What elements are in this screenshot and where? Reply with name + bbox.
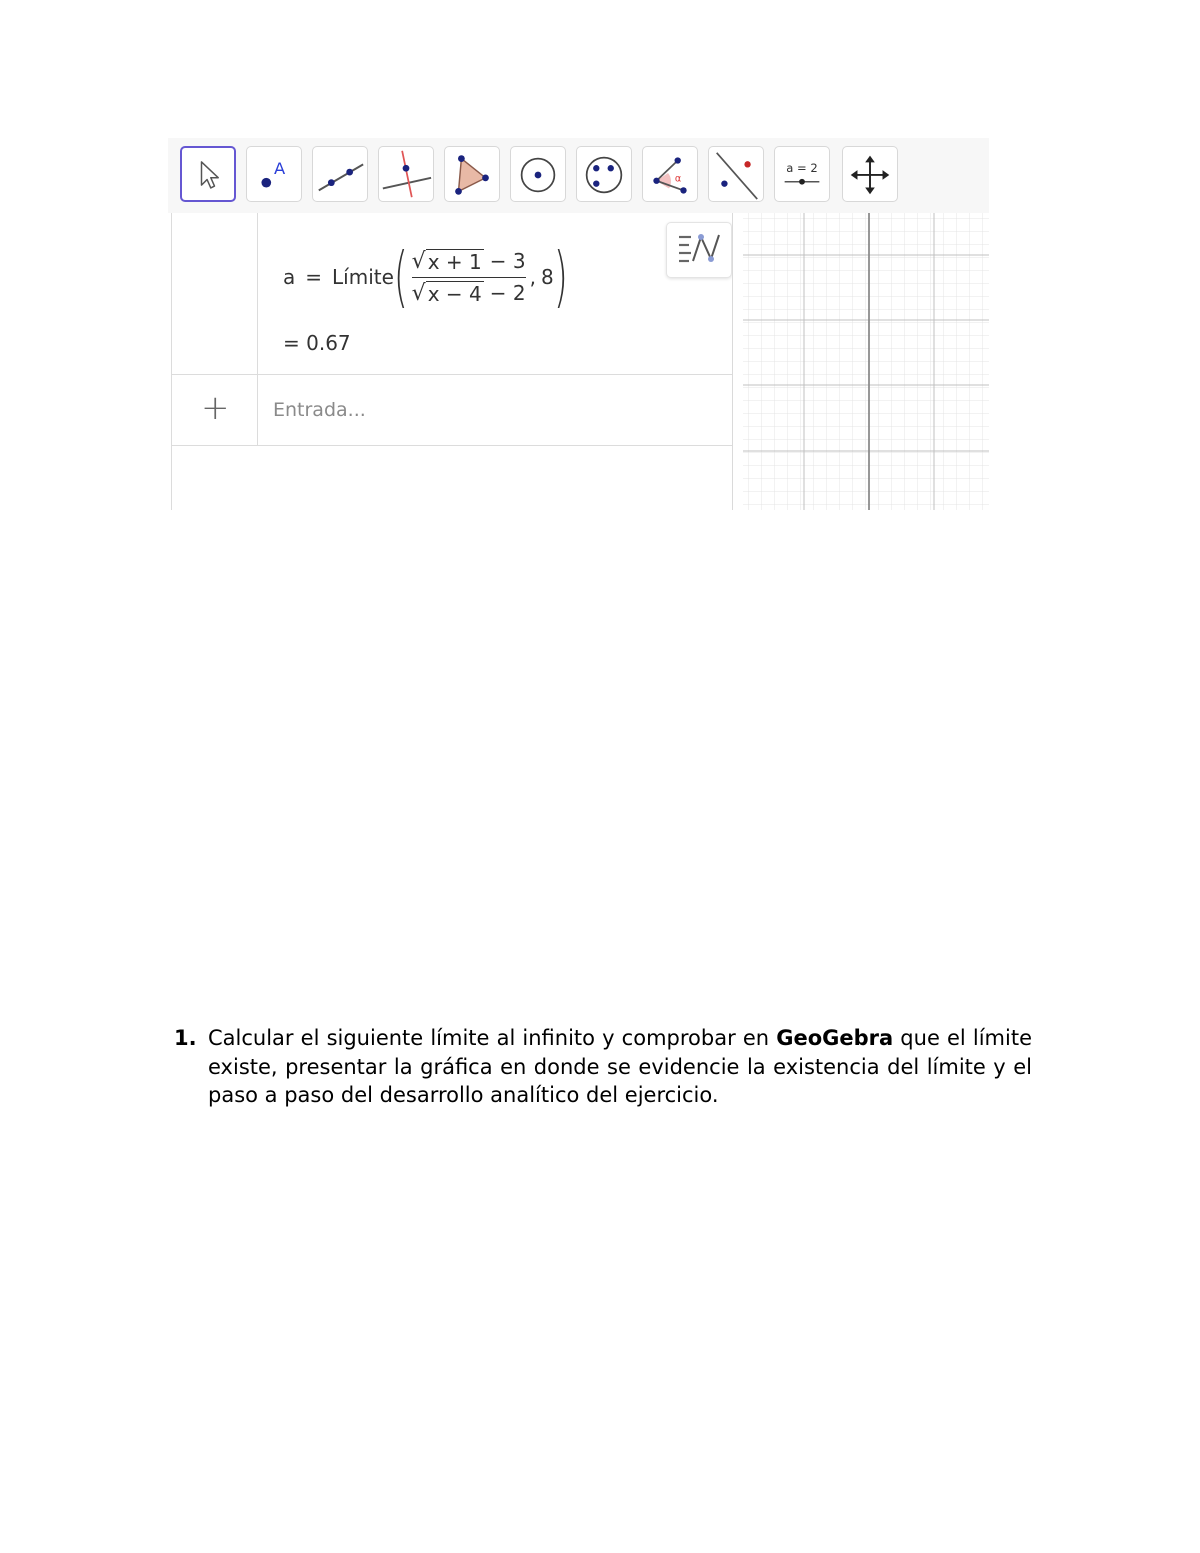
- line-tool-button[interactable]: [312, 146, 368, 202]
- exercise-item: [174, 1024, 1032, 1110]
- row-marker[interactable]: [171, 213, 258, 374]
- move-graphics-tool-button[interactable]: [842, 146, 898, 202]
- denominator-rest: − 2: [489, 281, 526, 305]
- circle-through-three-points-icon: [577, 147, 631, 201]
- angle-label: α: [674, 173, 682, 185]
- polygon-tool-button[interactable]: [444, 146, 500, 202]
- exercise-number: 1.: [174, 1026, 197, 1050]
- plus-icon[interactable]: +: [201, 388, 230, 428]
- limit-point: 8: [540, 265, 554, 289]
- fraction: [412, 249, 526, 306]
- point-label: A: [274, 159, 286, 178]
- circle-center-tool-button[interactable]: [510, 146, 566, 202]
- numerator: [412, 249, 526, 274]
- point-icon: [247, 147, 301, 201]
- grid: [743, 213, 989, 510]
- line-through-points-icon: [313, 147, 367, 201]
- text-before: Calcular el siguiente límite al infinito y comprobar en: [208, 1026, 777, 1050]
- text-after: que el límite existe, presentar la gráfica en donde se evidencie la existencia del límite y el paso a paso del desarrollo analítico del ejercicio.: [208, 1026, 1032, 1107]
- move-tool-button[interactable]: [180, 146, 236, 202]
- algebra-view: [168, 213, 733, 510]
- slider-label: a = 2: [786, 161, 818, 176]
- left-paren: (: [393, 238, 408, 315]
- perpendicular-line-icon: [379, 147, 433, 201]
- result-value: = 0.67: [283, 331, 351, 355]
- graphics-view[interactable]: [743, 213, 989, 510]
- numerator-sqrt: √ x + 1: [411, 248, 482, 274]
- angle-icon: [643, 147, 697, 201]
- polygon-icon: [445, 147, 499, 201]
- point-tool-button[interactable]: [246, 146, 302, 202]
- slider-icon: [775, 147, 829, 201]
- algebra-row-limit[interactable]: [171, 213, 732, 375]
- function-name: Límite: [332, 265, 394, 289]
- circle-with-center-icon: [511, 147, 565, 201]
- input-placeholder[interactable]: Entrada...: [273, 399, 366, 421]
- left-border: [171, 213, 172, 510]
- denominator: [412, 281, 526, 306]
- angle-tool-button[interactable]: [642, 146, 698, 202]
- reflect-about-line-icon: [709, 147, 763, 201]
- slider-tool-button[interactable]: [774, 146, 830, 202]
- toolbar: [168, 138, 989, 213]
- algebra-style-icon: [667, 223, 731, 277]
- empty-area: [171, 446, 257, 510]
- algebra-input-row[interactable]: [171, 375, 732, 446]
- numerator-rest: − 3: [489, 249, 526, 273]
- denominator-radicand: x − 4: [427, 281, 482, 306]
- algebra-style-button[interactable]: [666, 222, 732, 278]
- exercise-text: [208, 1024, 1032, 1110]
- numerator-radicand: x + 1: [427, 249, 482, 274]
- limit-formula[interactable]: [283, 238, 568, 315]
- input-marker: [171, 375, 258, 445]
- fraction-bar: [412, 277, 526, 278]
- perpendicular-line-tool-button[interactable]: [378, 146, 434, 202]
- right-paren: ): [553, 238, 568, 315]
- cursor-arrow-icon: [182, 148, 234, 200]
- equals-sign: =: [305, 265, 323, 289]
- circle-three-points-tool-button[interactable]: [576, 146, 632, 202]
- geogebra-bold: GeoGebra: [776, 1026, 894, 1050]
- move-arrows-icon: [843, 147, 897, 201]
- geogebra-app-screenshot: [168, 138, 989, 510]
- separator: ,: [529, 265, 536, 289]
- denominator-sqrt: √ x − 4: [411, 280, 482, 306]
- variable-name: a: [283, 265, 296, 289]
- reflect-tool-button[interactable]: [708, 146, 764, 202]
